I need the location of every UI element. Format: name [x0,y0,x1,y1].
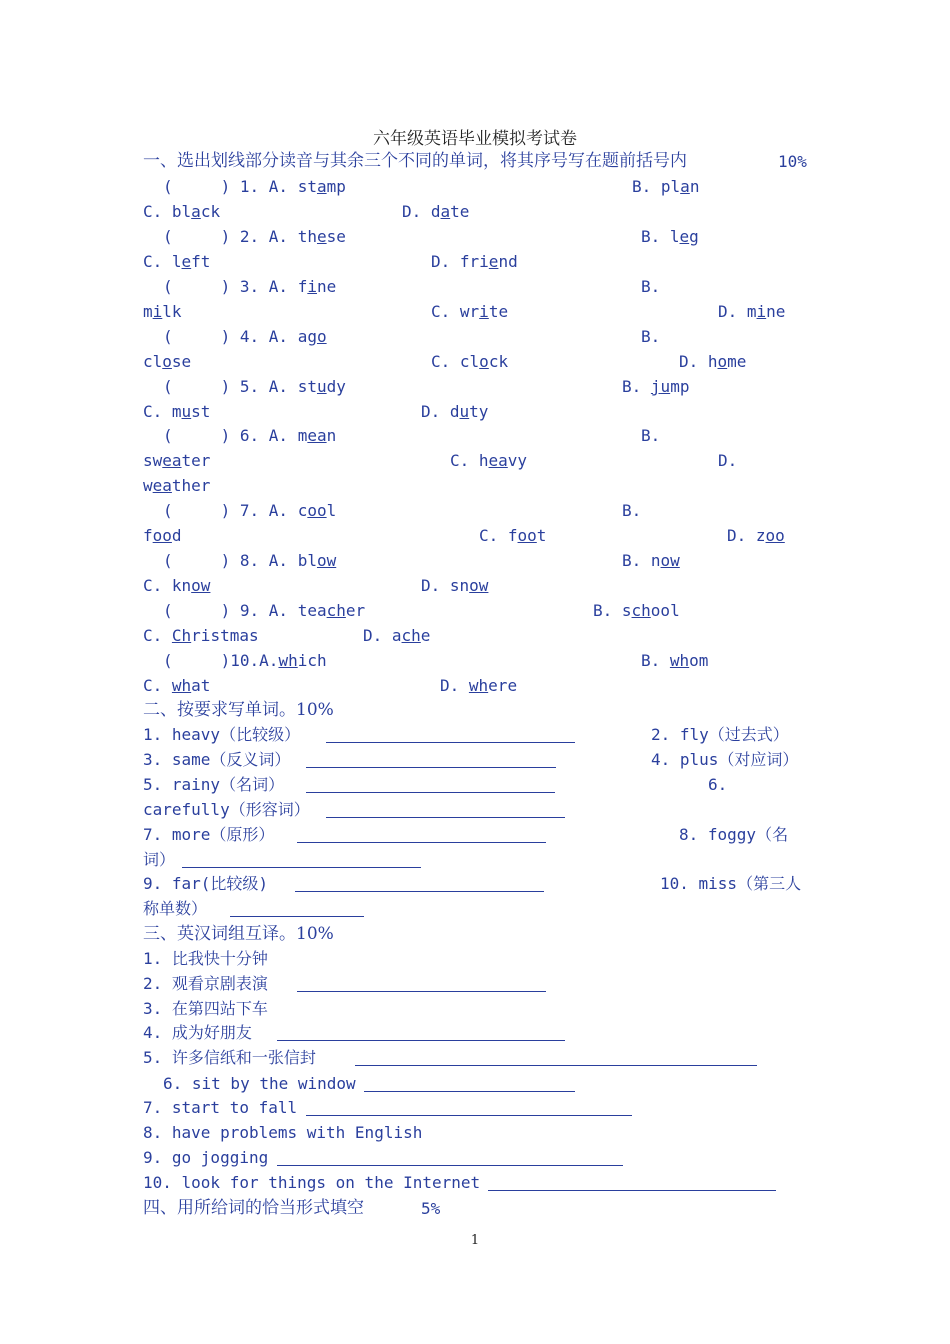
underlined-part: oo [517,526,537,545]
q-number: ( ) 1. A. [163,177,298,196]
q-number: ( ) 6. A. [163,426,298,445]
answer-blank[interactable] [277,1151,623,1166]
q-number: ( ) 5. A. [163,377,298,396]
option-b: f [143,526,153,545]
s3-item-7: 7. start to fall [143,1098,298,1117]
answer-blank[interactable] [306,753,556,768]
option-d-rest: ne [766,302,786,321]
question-9-option-d [363,625,430,647]
option-c-rest: st [191,402,211,421]
underlined-part: e [316,227,327,246]
option-c: C. f [479,526,518,545]
underlined-part: wh [669,651,690,670]
underlined-part: o [479,352,489,371]
s2-item-7: 7. more（原形） [143,825,275,844]
answer-blank[interactable] [306,1101,632,1116]
section-1-heading: 一、选出划线部分读音与其余三个不同的单词，将其序号写在题前括号内 [143,151,687,171]
question-7 [163,500,336,522]
question-8 [163,550,336,572]
answer-blank[interactable] [326,803,565,818]
underlined-part: a [191,202,201,221]
option-b-rest: ool [650,601,680,620]
s2-item-6-word: carefully（形容词） [143,800,310,819]
question-1-option-d [402,201,469,223]
option-c: C. [143,626,172,645]
question-2-option-c [143,251,210,273]
underlined-part: e [181,252,192,271]
answer-blank[interactable] [182,853,421,868]
option-a: tea [297,601,327,620]
option-d: w [143,476,153,495]
option-c: C. wr [431,302,480,321]
s3-item-8: 8. have problems with English [143,1123,423,1142]
q-number: ( ) 8. A. [163,551,298,570]
answer-blank[interactable] [277,1026,565,1041]
option-d: D. [440,676,469,695]
q-number: ( )10.A. [163,651,279,670]
question-10 [163,650,327,672]
underlined-part: oo [765,526,785,545]
option-c-rest: t [536,526,547,545]
underlined-part: a [316,177,327,196]
s2-item-6: 6. [708,775,728,794]
underlined-part: wh [171,676,192,695]
option-c: C. l [143,252,182,271]
option-b-rest: g [689,227,699,246]
s3-item-1: 1. 比我快十分钟 [143,949,268,968]
option-d: D. z [727,526,766,545]
option-d-rest: te [450,202,470,221]
option-d-rest: ther [171,476,211,495]
s3-item-10: 10. look for things on the Internet [143,1173,481,1192]
underlined-part: a [440,202,451,221]
question-10-option-d [440,675,517,697]
question-6-option-c [450,450,527,472]
option-d-rest: e [420,626,431,645]
option-a: m [297,426,308,445]
option-a-rest: er [345,601,366,620]
question-10-option-c [143,675,210,697]
underlined-part: u [316,377,327,396]
question-9-option-c [143,625,259,647]
section-1-score: 10% [778,152,807,171]
underlined-part: ch [631,601,651,620]
option-a-rest: mp [326,177,346,196]
option-a: st [297,377,317,396]
question-1-option-b [632,176,699,198]
underlined-part: ow [469,576,489,595]
option-b-rest: ter [181,451,211,470]
option-d: D. m [718,302,757,321]
option-d: D. fri [431,252,489,271]
underlined-part: i [479,302,489,321]
underlined-part: ch [326,601,346,620]
option-a-rest: ich [297,651,327,670]
option-b-rest: lk [162,302,182,321]
answer-blank[interactable] [355,1051,757,1066]
q-number: ( ) 3. A. [163,277,298,296]
option-a: ag [297,327,317,346]
question-6-option-b [143,450,210,472]
option-a: c [297,501,308,520]
s3-item-3: 3. 在第四站下车 [143,999,268,1018]
option-a-rest: ne [316,277,337,296]
question-7-option-d [727,525,785,547]
option-d: D. d [421,402,460,421]
question-3-option-d [718,301,785,323]
s3-item-4: 4. 成为好朋友 [143,1023,252,1042]
option-a: bl [297,551,317,570]
underlined-part: ea [307,426,327,445]
option-c: C. [143,676,172,695]
s3-item-5: 5. 许多信纸和一张信封 [143,1048,316,1067]
question-10-option-b [641,650,708,672]
underlined-part: u [459,402,470,421]
section-3-heading: 三、英汉词组互译。10% [143,924,334,944]
s2-item-8-cont: 词） [143,850,176,869]
question-6-option-b-label: B. [641,426,661,445]
underlined-part: o [717,352,728,371]
underlined-part: o [162,352,172,371]
option-d: D. d [402,202,441,221]
underlined-part: i [152,302,163,321]
question-7-option-b [143,525,182,547]
option-c-rest: vy [507,451,528,470]
answer-blank[interactable] [297,828,546,843]
s2-item-8: 8. foggy（名 [679,825,789,844]
question-3-option-c [431,301,508,323]
option-b-rest: se [171,352,192,371]
option-b: B. n [622,551,661,570]
option-a-rest: n [326,426,337,445]
option-d: D. h [679,352,718,371]
question-4-option-b [143,351,191,373]
underlined-part: ch [401,626,421,645]
option-a-rest: l [326,501,337,520]
option-b-rest: d [171,526,182,545]
s2-item-4: 4. plus（对应词） [651,750,799,769]
s2-item-2: 2. fly（过去式） [651,725,789,744]
question-4-option-d [679,351,746,373]
option-a-rest: dy [326,377,346,396]
section-4-heading: 四、用所给词的恰当形式填空 [143,1198,364,1218]
answer-blank[interactable] [297,977,546,992]
question-5-option-d [421,401,488,423]
underlined-part: oo [152,526,172,545]
underlined-part: o [316,327,327,346]
option-a: f [297,277,308,296]
question-5-option-c [143,401,210,423]
section-4-score: 5% [421,1199,441,1218]
underlined-part: j [650,377,661,396]
question-6-option-d [143,475,210,497]
option-b: m [143,302,153,321]
question-3 [163,276,336,298]
option-d-rest: nd [498,252,518,271]
question-5-option-b [622,376,689,398]
s3-item-9: 9. go jogging [143,1148,269,1167]
option-b: cl [143,352,163,371]
underlined-part: Ch [171,626,192,645]
question-8-option-c [143,575,210,597]
underlined-part: u [660,377,671,396]
option-c: C. kn [143,576,192,595]
option-b-rest: n [689,177,700,196]
question-9-option-b [593,600,680,622]
s3-item-2: 2. 观看京剧表演 [143,974,268,993]
option-b: B. [641,651,670,670]
underlined-part: ow [191,576,211,595]
answer-blank[interactable] [295,877,544,892]
option-a-rest: se [326,227,346,246]
option-b: B. [622,377,651,396]
question-4-option-b-label: B. [641,327,661,346]
option-b: B. l [641,227,680,246]
question-8-option-d [421,575,488,597]
option-c-rest: at [191,676,211,695]
underlined-part: ea [162,451,182,470]
underlined-part: ow [316,551,337,570]
s2-item-9: 9. far(比较级) [143,874,269,893]
option-c-rest: ck [200,202,221,221]
s3-item-6: 6. sit by the window [163,1074,356,1093]
answer-blank[interactable] [488,1176,776,1191]
option-d: D. a [363,626,402,645]
option-a: th [297,227,317,246]
option-d: D. sn [421,576,470,595]
q-number: ( ) 7. A. [163,501,298,520]
question-2-option-b [641,226,699,248]
option-d-rest: me [727,352,747,371]
answer-blank[interactable] [326,728,575,743]
underlined-part: oo [307,501,327,520]
s2-item-3: 3. same（反义词） [143,750,291,769]
option-c-rest: ft [191,252,211,271]
option-b: B. pl [632,177,681,196]
s2-item-10: 10. miss（第三人 [660,874,802,893]
question-6 [163,425,336,447]
answer-blank[interactable] [306,778,555,793]
underlined-part: wh [278,651,298,670]
option-c: C. cl [431,352,480,371]
option-c-rest: ck [488,352,509,371]
question-1-option-c [143,201,220,223]
answer-blank[interactable] [230,902,364,917]
question-3-option-b [143,301,182,323]
option-c: C. bl [143,202,192,221]
question-9 [163,600,365,622]
question-4-option-c [431,351,508,373]
q-number: ( ) 2. A. [163,227,298,246]
option-b: B. s [593,601,632,620]
question-3-option-b-label: B. [641,277,661,296]
q-number: ( ) 4. A. [163,327,298,346]
option-b: sw [143,451,163,470]
option-c-rest: te [488,302,509,321]
option-b-rest: om [689,651,709,670]
q-number: ( ) 9. A. [163,601,298,620]
option-d-rest: ere [488,676,518,695]
exam-title: 六年级英语毕业模拟考试卷 [373,129,577,149]
question-6-option-d-label: D. [718,451,738,470]
underlined-part: i [756,302,767,321]
option-c: C. h [450,451,489,470]
s2-item-10-cont: 称单数） [143,899,208,918]
option-c-rest: ristmas [191,626,259,645]
question-7-option-b-label: B. [622,501,642,520]
underlined-part: ow [660,551,680,570]
underlined-part: e [679,227,690,246]
page-number: 1 [470,1233,480,1248]
question-1 [163,176,346,198]
option-d-rest: ty [469,402,489,421]
underlined-part: a [680,177,690,196]
question-4 [163,326,327,348]
s2-item-1: 1. heavy（比较级） [143,725,301,744]
question-5 [163,376,346,398]
option-c: C. m [143,402,182,421]
underlined-part: ea [152,476,172,495]
answer-blank[interactable] [364,1077,575,1092]
question-8-option-b [622,550,680,572]
underlined-part: ea [488,451,508,470]
underlined-part: e [488,252,499,271]
option-a: st [297,177,317,196]
question-2-option-d [431,251,518,273]
option-b-rest: mp [670,377,690,396]
question-2 [163,226,346,248]
underlined-part: u [181,402,192,421]
question-7-option-c [479,525,546,547]
section-2-heading: 二、按要求写单词。10% [143,700,334,720]
underlined-part: i [307,277,317,296]
underlined-part: wh [468,676,489,695]
s2-item-5: 5. rainy（名词） [143,775,285,794]
